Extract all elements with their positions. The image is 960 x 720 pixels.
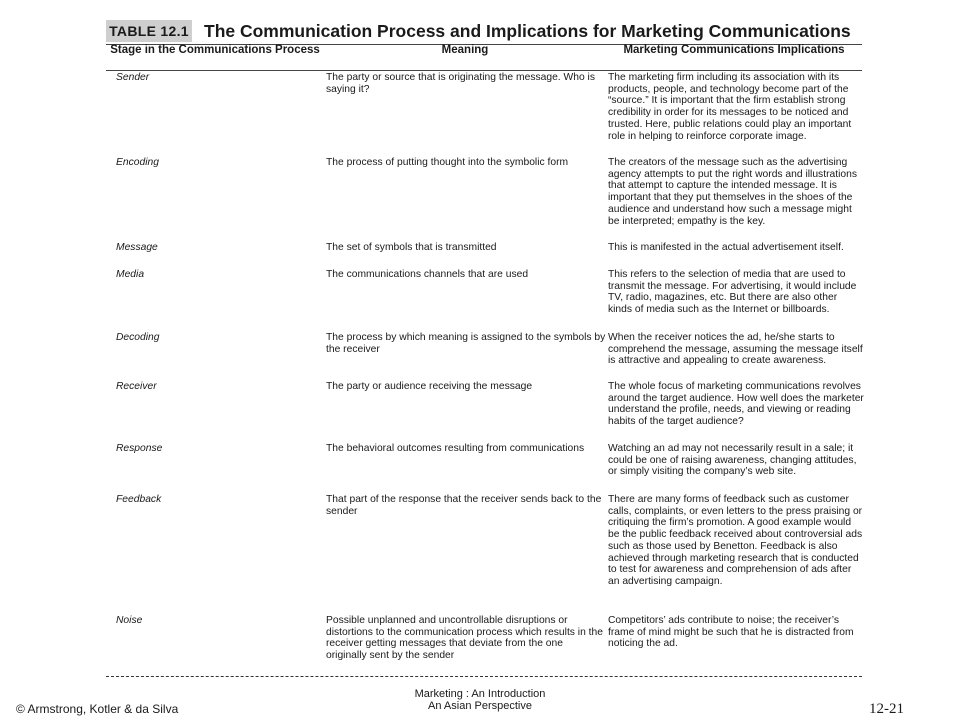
row-stage: Sender [116,72,150,83]
table-title: The Communication Process and Implications for Marketing Communications [204,21,851,41]
column-header-implications: Marketing Communications Implications [623,44,845,56]
row-implications: Watching an ad may not necessarily result in a sale; it could be one of raising awareness, changing attitudes, or simply visiting the company’s web site. [608,443,857,478]
column-header-stage: Stage in the Communications Process [110,44,320,56]
footer-copyright: © Armstrong, Kotler & da Silva [16,702,179,716]
row-stage: Feedback [116,494,162,505]
column-header-meaning: Meaning [441,44,489,56]
header-divider [106,70,862,71]
footer-book-title [340,688,620,712]
row-implications: The creators of the message such as the advertising agency attempts to put the right words and illustrations that attempt to capture the intended message. It is important that they put themselves in the shoes of the audience and understand how such a message might be interpreted; empathy is the key. [608,157,857,227]
footer-book-line-2: An Asian Perspective [428,700,532,712]
row-meaning: The party or source that is originating the message. Who is saying it? [326,72,595,95]
row-stage: Message [116,242,158,253]
row-implications: When the receiver notices the ad, he/she starts to comprehend the message, assuming the message itself is attractive and appealing to create awareness. [608,332,863,367]
row-stage: Encoding [116,157,159,168]
table-header [106,18,862,44]
row-meaning: The process by which meaning is assigned to the symbols by the receiver [326,332,606,355]
row-meaning: The behavioral outcomes resulting from communications [326,443,585,454]
row-implications: This is manifested in the actual advertisement itself. [608,242,844,253]
row-stage: Noise [116,615,143,626]
row-stage: Media [116,269,145,280]
row-meaning: Possible unplanned and uncontrollable disruptions or distortions to the communication process which results in the receiver getting messages that deviate from the one originally sent by the sender [326,615,604,662]
row-implications: There are many forms of feedback such as customer calls, complaints, or even letters to the press praising or critiquing the firm’s promotion. A good example would be the public feedback received about controversial ads such as those used by Benetton. Feedback is also achieved through marketing research that is conducted to test for awareness and comprehension of ads after an advertising campaign. [608,494,863,587]
row-implications: The marketing firm including its association with its products, people, and technology become part of the “source.” It is important that the firm establish strong credibility in order for its messages to be noticed and trusted. Here, public relations could play an important role in helping to reinforce corporate image. [608,72,852,142]
row-stage: Response [116,443,163,454]
row-meaning: That part of the response that the receiver sends back to the sender [326,494,602,517]
row-meaning: The process of putting thought into the symbolic form [326,157,569,168]
row-meaning: The communications channels that are used [326,269,529,280]
row-stage: Decoding [116,332,160,343]
row-meaning: The party or audience receiving the message [326,381,533,392]
row-implications: Competitors’ ads contribute to noise; the receiver’s frame of mind might be such that he is distracted from noticing the ad. [608,615,854,650]
footer-page-number: 12-21 [869,701,904,717]
row-stage: Receiver [116,381,157,392]
table-number-label: TABLE 12.1 [106,20,192,42]
row-implications: This refers to the selection of media that are used to transmit the message. For advertising, it would include TV, radio, magazines, etc. But there are also other kinds of media such as the Internet or billboards. [608,269,857,316]
table-bottom-dashed-rule [106,676,862,677]
row-meaning: The set of symbols that is transmitted [326,242,497,253]
row-implications: The whole focus of marketing communications revolves around the target audience. How well does the marketer understand the profile, needs, and viewing or reading habits of the target audience? [608,381,864,428]
footer-book-line-1: Marketing : An Introduction [414,688,546,700]
